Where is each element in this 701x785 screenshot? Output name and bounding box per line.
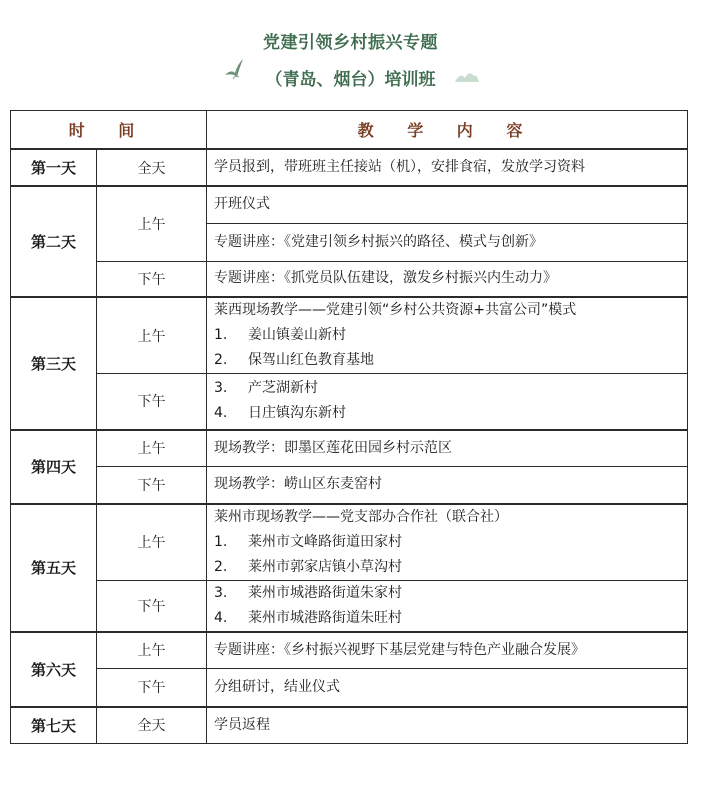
slot-label: 全天 (97, 149, 207, 186)
table-row (11, 504, 688, 581)
list-item (214, 530, 687, 555)
item-text: 保驾山红色教育基地 (248, 352, 375, 368)
item-text: 产芝湖新村 (248, 380, 319, 397)
table-row (11, 669, 688, 707)
item-text: 莱州市城港路街道朱家村 (248, 584, 403, 601)
table-row (11, 374, 688, 430)
day-label: 第四天 (11, 430, 97, 504)
slot-label: 下午 (97, 467, 207, 504)
content-cell (207, 504, 688, 581)
list-item (214, 555, 687, 580)
item-text: 日庄镇沟东新村 (248, 405, 347, 422)
item-text: 莱州市城港路街道朱旺村 (248, 609, 403, 626)
content-cell: 学员报到，带班班主任接站（机），安排食宿，发放学习资料 (207, 149, 688, 186)
list-item (214, 323, 687, 348)
content-intro: 莱州市现场教学——党支部办合作社（联合社） (214, 508, 509, 525)
day-label: 第六天 (11, 632, 97, 707)
table-row (11, 580, 688, 632)
item-number: 2. (214, 352, 228, 368)
flying-bird-icon (223, 55, 247, 81)
table-row (11, 186, 688, 223)
item-number: 3. (214, 584, 228, 601)
content-cell: 专题讲座：《抓党员队伍建设，激发乡村振兴内生动力》 (207, 261, 688, 297)
slot-label: 下午 (97, 261, 207, 297)
slot-label: 下午 (97, 669, 207, 707)
slot-label: 上午 (97, 504, 207, 581)
content-cell: 开班仪式 (207, 186, 688, 223)
list-item (214, 376, 687, 401)
slot-label: 下午 (97, 374, 207, 430)
day-label: 第一天 (11, 149, 97, 186)
list-item (214, 606, 687, 631)
item-text: 莱州市文峰路街道田家村 (248, 533, 403, 550)
slot-label: 上午 (97, 297, 207, 374)
slot-label: 下午 (97, 580, 207, 632)
slot-label: 全天 (97, 707, 207, 744)
content-cell: 专题讲座：《乡村振兴视野下基层党建与特色产业融合发展》 (207, 632, 688, 669)
item-number: 3. (214, 380, 228, 397)
slot-label: 上午 (97, 632, 207, 669)
item-number: 1. (214, 533, 228, 550)
table-row (11, 467, 688, 504)
day-label: 第二天 (11, 186, 97, 297)
hills-icon (455, 70, 479, 82)
slot-label: 上午 (97, 186, 207, 261)
header-content: 教 学 内 容 (207, 111, 688, 150)
item-text: 姜山镇姜山新村 (248, 327, 347, 343)
content-cell (207, 580, 688, 632)
content-intro: 莱西现场教学——党建引领“乡村公共资源+共富公司”模式 (214, 302, 577, 318)
item-text: 莱州市郭家店镇小草沟村 (248, 558, 403, 575)
table-row (11, 261, 688, 297)
page-title-line2: （青岛、烟台）培训班 (265, 70, 436, 90)
list-item (214, 348, 687, 373)
item-number: 4. (214, 405, 228, 422)
table-header-row (11, 111, 688, 150)
list-item (214, 401, 687, 426)
schedule-table (10, 110, 688, 744)
content-cell: 专题讲座：《党建引领乡村振兴的路径、模式与创新》 (207, 223, 688, 261)
list-item (214, 581, 687, 606)
table-row (11, 149, 688, 186)
content-cell: 现场教学：即墨区莲花田园乡村示范区 (207, 430, 688, 467)
content-cell: 分组研讨，结业仪式 (207, 669, 688, 707)
item-number: 2. (214, 558, 228, 575)
item-number: 1. (214, 327, 228, 343)
day-label: 第七天 (11, 707, 97, 744)
item-number: 4. (214, 609, 228, 626)
content-cell (207, 374, 688, 430)
table-row (11, 707, 688, 744)
table-row (11, 632, 688, 669)
content-cell: 学员返程 (207, 707, 688, 744)
content-cell (207, 297, 688, 374)
content-cell: 现场教学：崂山区东麦窑村 (207, 467, 688, 504)
page-title-line1: 党建引领乡村振兴专题 (263, 33, 438, 53)
day-label: 第五天 (11, 504, 97, 632)
slot-label: 上午 (97, 430, 207, 467)
header-time: 时 间 (11, 111, 207, 150)
table-row (11, 297, 688, 374)
table-row (11, 430, 688, 467)
day-label: 第三天 (11, 297, 97, 430)
